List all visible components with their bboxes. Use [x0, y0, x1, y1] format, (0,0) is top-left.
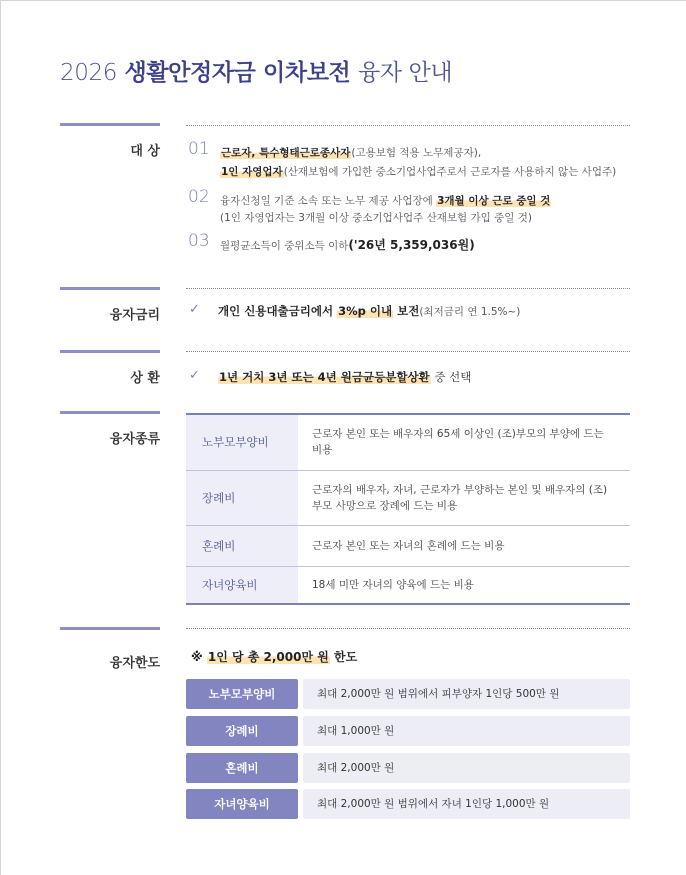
item-text: 중 선택: [430, 370, 472, 384]
loan-types-table: [186, 413, 630, 605]
limit-row: [186, 753, 630, 783]
section-label-repay: 상 환: [60, 350, 160, 386]
type-name: 혼례비: [186, 525, 298, 566]
bold-text: 개인 신용대출금리에서: [218, 304, 338, 318]
item-text: (1인 자영업자는 3개월 이상 중소기업사업주 산재보험 가입 중일 것): [220, 212, 532, 224]
highlight-text: 3%p 이내: [338, 304, 393, 318]
limit-name: 노부모부양비: [186, 679, 298, 709]
highlight-text: 1인 자영업자: [221, 166, 283, 178]
item-text: (고용보험 적용 노무제공자),: [351, 147, 482, 159]
table-row: [186, 470, 630, 525]
table-row: [186, 566, 630, 604]
limit-row: [186, 789, 630, 819]
check-icon: ✓: [189, 302, 200, 317]
limit-row: [186, 716, 630, 746]
type-name: 장례비: [186, 470, 298, 525]
limit-desc: 최대 1,000만 원: [303, 716, 630, 746]
type-name: 자녀양육비: [186, 566, 298, 604]
note-mark: ※: [191, 650, 207, 664]
limit-name: 장례비: [186, 716, 298, 746]
item-number: 03: [188, 231, 210, 251]
table-row: [186, 414, 630, 470]
check-icon: ✓: [189, 368, 200, 383]
limit-desc: 최대 2,000만 원 범위에서 자녀 1인당 1,000만 원: [303, 789, 630, 819]
type-desc: 근로자 본인 또는 자녀의 혼례에 드는 비용: [298, 525, 630, 566]
highlight-text: 3개월 이상 근로 중일 것: [437, 195, 551, 207]
highlight-text: 1인 당 총 2,000만 원: [207, 650, 329, 664]
section-label-rate: 융자금리: [60, 287, 160, 323]
item-number: 02: [188, 187, 210, 207]
item-number: 01: [188, 139, 210, 159]
section-label-target: 대 상: [60, 123, 160, 159]
highlight-text: 1년 거치 3년 또는 4년 원금균등분할상환: [219, 370, 430, 384]
section-label-limit: 융자한도: [60, 627, 160, 671]
limit-row: [186, 679, 630, 709]
type-desc: 18세 미만 자녀의 양육에 드는 비용: [312, 578, 474, 591]
limit-name: 혼례비: [186, 753, 298, 783]
divider: [186, 125, 630, 126]
divider: [186, 628, 630, 629]
bold-text: 한도: [329, 650, 358, 664]
title-tail: 융자 안내: [357, 60, 453, 86]
section-label-types: 융자종류: [60, 411, 160, 447]
item-text: (최저금리 연 1.5%~): [419, 306, 521, 318]
bold-text: ('26년 5,359,036원): [348, 238, 475, 252]
limit-name: 자녀양육비: [186, 789, 298, 819]
page-title: [60, 54, 452, 87]
item-text: 월평균소득이 중위소득 이하: [220, 240, 349, 252]
limit-desc: 최대 2,000만 원: [303, 753, 630, 783]
limit-note: [191, 648, 357, 665]
type-name: 노부모부양비: [186, 414, 298, 470]
limit-desc: 최대 2,000만 원 범위에서 피부양자 1인당 500만 원: [303, 679, 630, 709]
table-row: [186, 525, 630, 566]
type-desc: 근로자 본인 또는 배우자의 65세 이상인 (조)부모의 부양에 드는 비용: [298, 414, 630, 470]
type-desc: 근로자의 배우자, 자녀, 근로자가 부양하는 본인 및 배우자의 (조)부모 사망으로 장례에 드는 비용: [298, 470, 630, 525]
rate-text: [218, 303, 520, 319]
title-main: 생활안정자금 이차보전: [124, 60, 351, 86]
bold-text: 보전: [393, 304, 420, 318]
repay-text: [218, 369, 471, 385]
highlight-text: 근로자, 특수형태근로종사자: [221, 147, 351, 159]
divider: [186, 351, 630, 352]
title-year: 2026: [60, 60, 117, 86]
divider: [186, 288, 630, 289]
item-text: 융자신청일 기준 소속 또는 노무 제공 사업장에: [220, 195, 437, 207]
item-text: (산재보험에 가입한 중소기업사업주로서 근로자를 사용하지 않는 사업주): [283, 166, 617, 178]
